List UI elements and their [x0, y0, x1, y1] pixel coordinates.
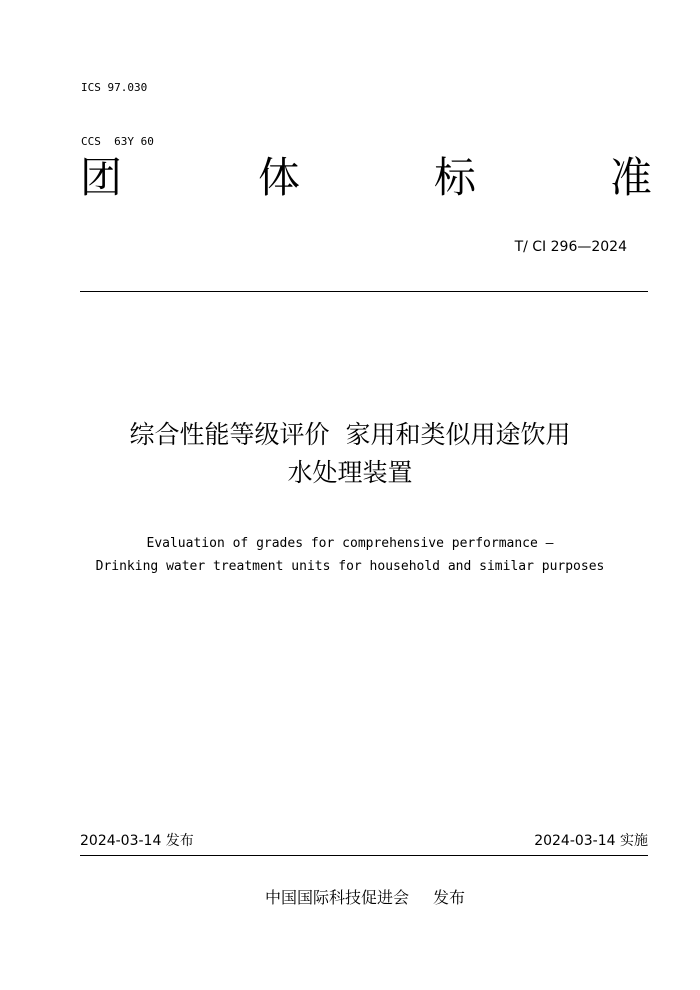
chinese-title-line-1: 综合性能等级评价 家用和类似用途饮用: [129, 420, 571, 449]
chinese-title-line-2: 水处理装置: [287, 458, 413, 487]
issue-date: 2024-03-14 发布: [80, 833, 194, 849]
publisher-name: 中国国际科技促进会: [264, 888, 409, 907]
top-divider: [80, 291, 648, 292]
implementation-date: 2024-03-14 实施: [534, 833, 648, 849]
english-title-line-1: Evaluation of grades for comprehensive performance –: [146, 536, 554, 551]
standard-type-heading: [80, 150, 652, 206]
bottom-divider: [80, 855, 648, 856]
english-title-line-2: Drinking water treatment units for household and similar purposes: [95, 559, 605, 574]
ics-code: ICS 97.030: [81, 81, 148, 94]
standard-number: T/ CI 296—2024: [514, 239, 627, 255]
chinese-title: [50, 416, 650, 492]
standard-type-char-3: 标: [434, 153, 477, 202]
english-title: [40, 532, 660, 578]
standard-type-char-2: 体: [258, 153, 301, 202]
standard-type-char-1: 团: [80, 153, 123, 202]
publisher-action: 发布: [433, 888, 466, 907]
ccs-code: CCS 63Y 60: [81, 135, 154, 148]
publisher-line: [0, 887, 700, 909]
date-row: [80, 830, 648, 852]
standard-type-char-4: 准: [609, 153, 652, 202]
